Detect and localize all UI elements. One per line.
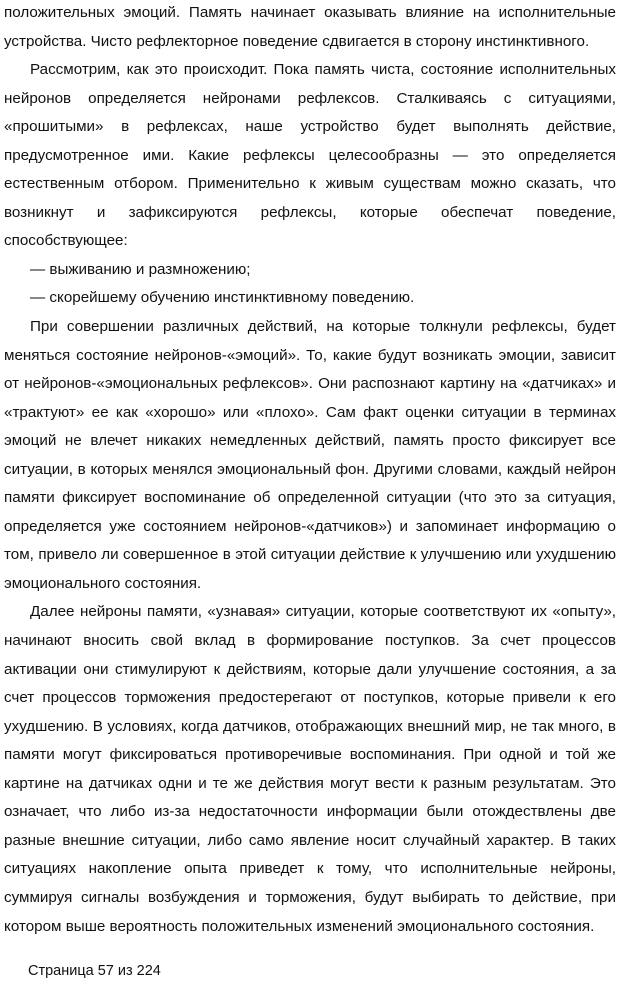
list-item-2: — скорейшему обучению инстинктивному поведению.: [30, 289, 415, 307]
list-item-1: — выживанию и размножению;: [30, 260, 251, 278]
body-text: [4, 0, 616, 941]
paragraph-4: Далее нейроны памяти, «узнавая» ситуации, которые соответствуют их «опыту», начинают вносить свой вклад в формирование поступков. За счет процессов активации они стимулируют к действиям, которые дали улучшение состояния, а за счет процессов торможения предостерегают от поступков, которые привели к его ухудшению. В условиях, когда датчиков, отображающих внешний мир, не так много, в памяти могут фиксироваться противоречивые воспоминания. При одной и той же картине на датчиках одни и те же действия могут вести к разным результатам. Это означает, что либо из-за недостаточности информации были отождествлены две разные внешние ситуации, либо само явление носит случайный характер. В таких ситуациях накопление опыта приведет к тому, что исполнительные нейроны, суммируя сигналы возбуждения и торможения, будут выбирать то действие, при котором выше вероятность положительных изменений эмоционального состояния.: [4, 603, 616, 935]
paragraph-2: Рассмотрим, как это происходит. Пока память чиста, состояние исполнительных нейронов определяется нейронами рефлексов. Сталкиваясь с ситуациями, «прошитыми» в рефлексах, наше устройство будет выполнять действие, предусмотренное ими. Какие рефлексы целесообразны — это определяется естественным отбором. Применительно к живым существам можно сказать, что возникнут и зафиксируются рефлексы, которые обеспечат поведение, способствующее:: [4, 61, 616, 250]
paragraph-3: При совершении различных действий, на которые толкнули рефлексы, будет меняться состояние нейронов-«эмоций». То, какие будут возникать эмоции, зависит от нейронов-«эмоциональных рефлексов». Они распознают картину на «датчиках» и «трактуют» ее как «хорошо» или «плохо». Сам факт оценки ситуации в терминах эмоций не влечет никаких немедленных действий, память просто фиксирует все ситуации, в которых менялся эмоциональный фон. Другими словами, каждый нейрон памяти фиксирует воспоминание об определенной ситуации (что это за ситуация, определяется уже состоянием нейронов-«датчиков») и запоминает информацию о том, привело ли совершенное в этой ситуации действие к улучшению или ухудшению эмоционального состояния.: [4, 318, 616, 592]
page-number-footer: Страница 57 из 224: [28, 963, 161, 979]
paragraph-1: положительных эмоций. Память начинает оказывать влияние на исполнительные устройства. Чисто рефлекторное поведение сдвигается в сторону инстинктивного.: [4, 4, 616, 50]
